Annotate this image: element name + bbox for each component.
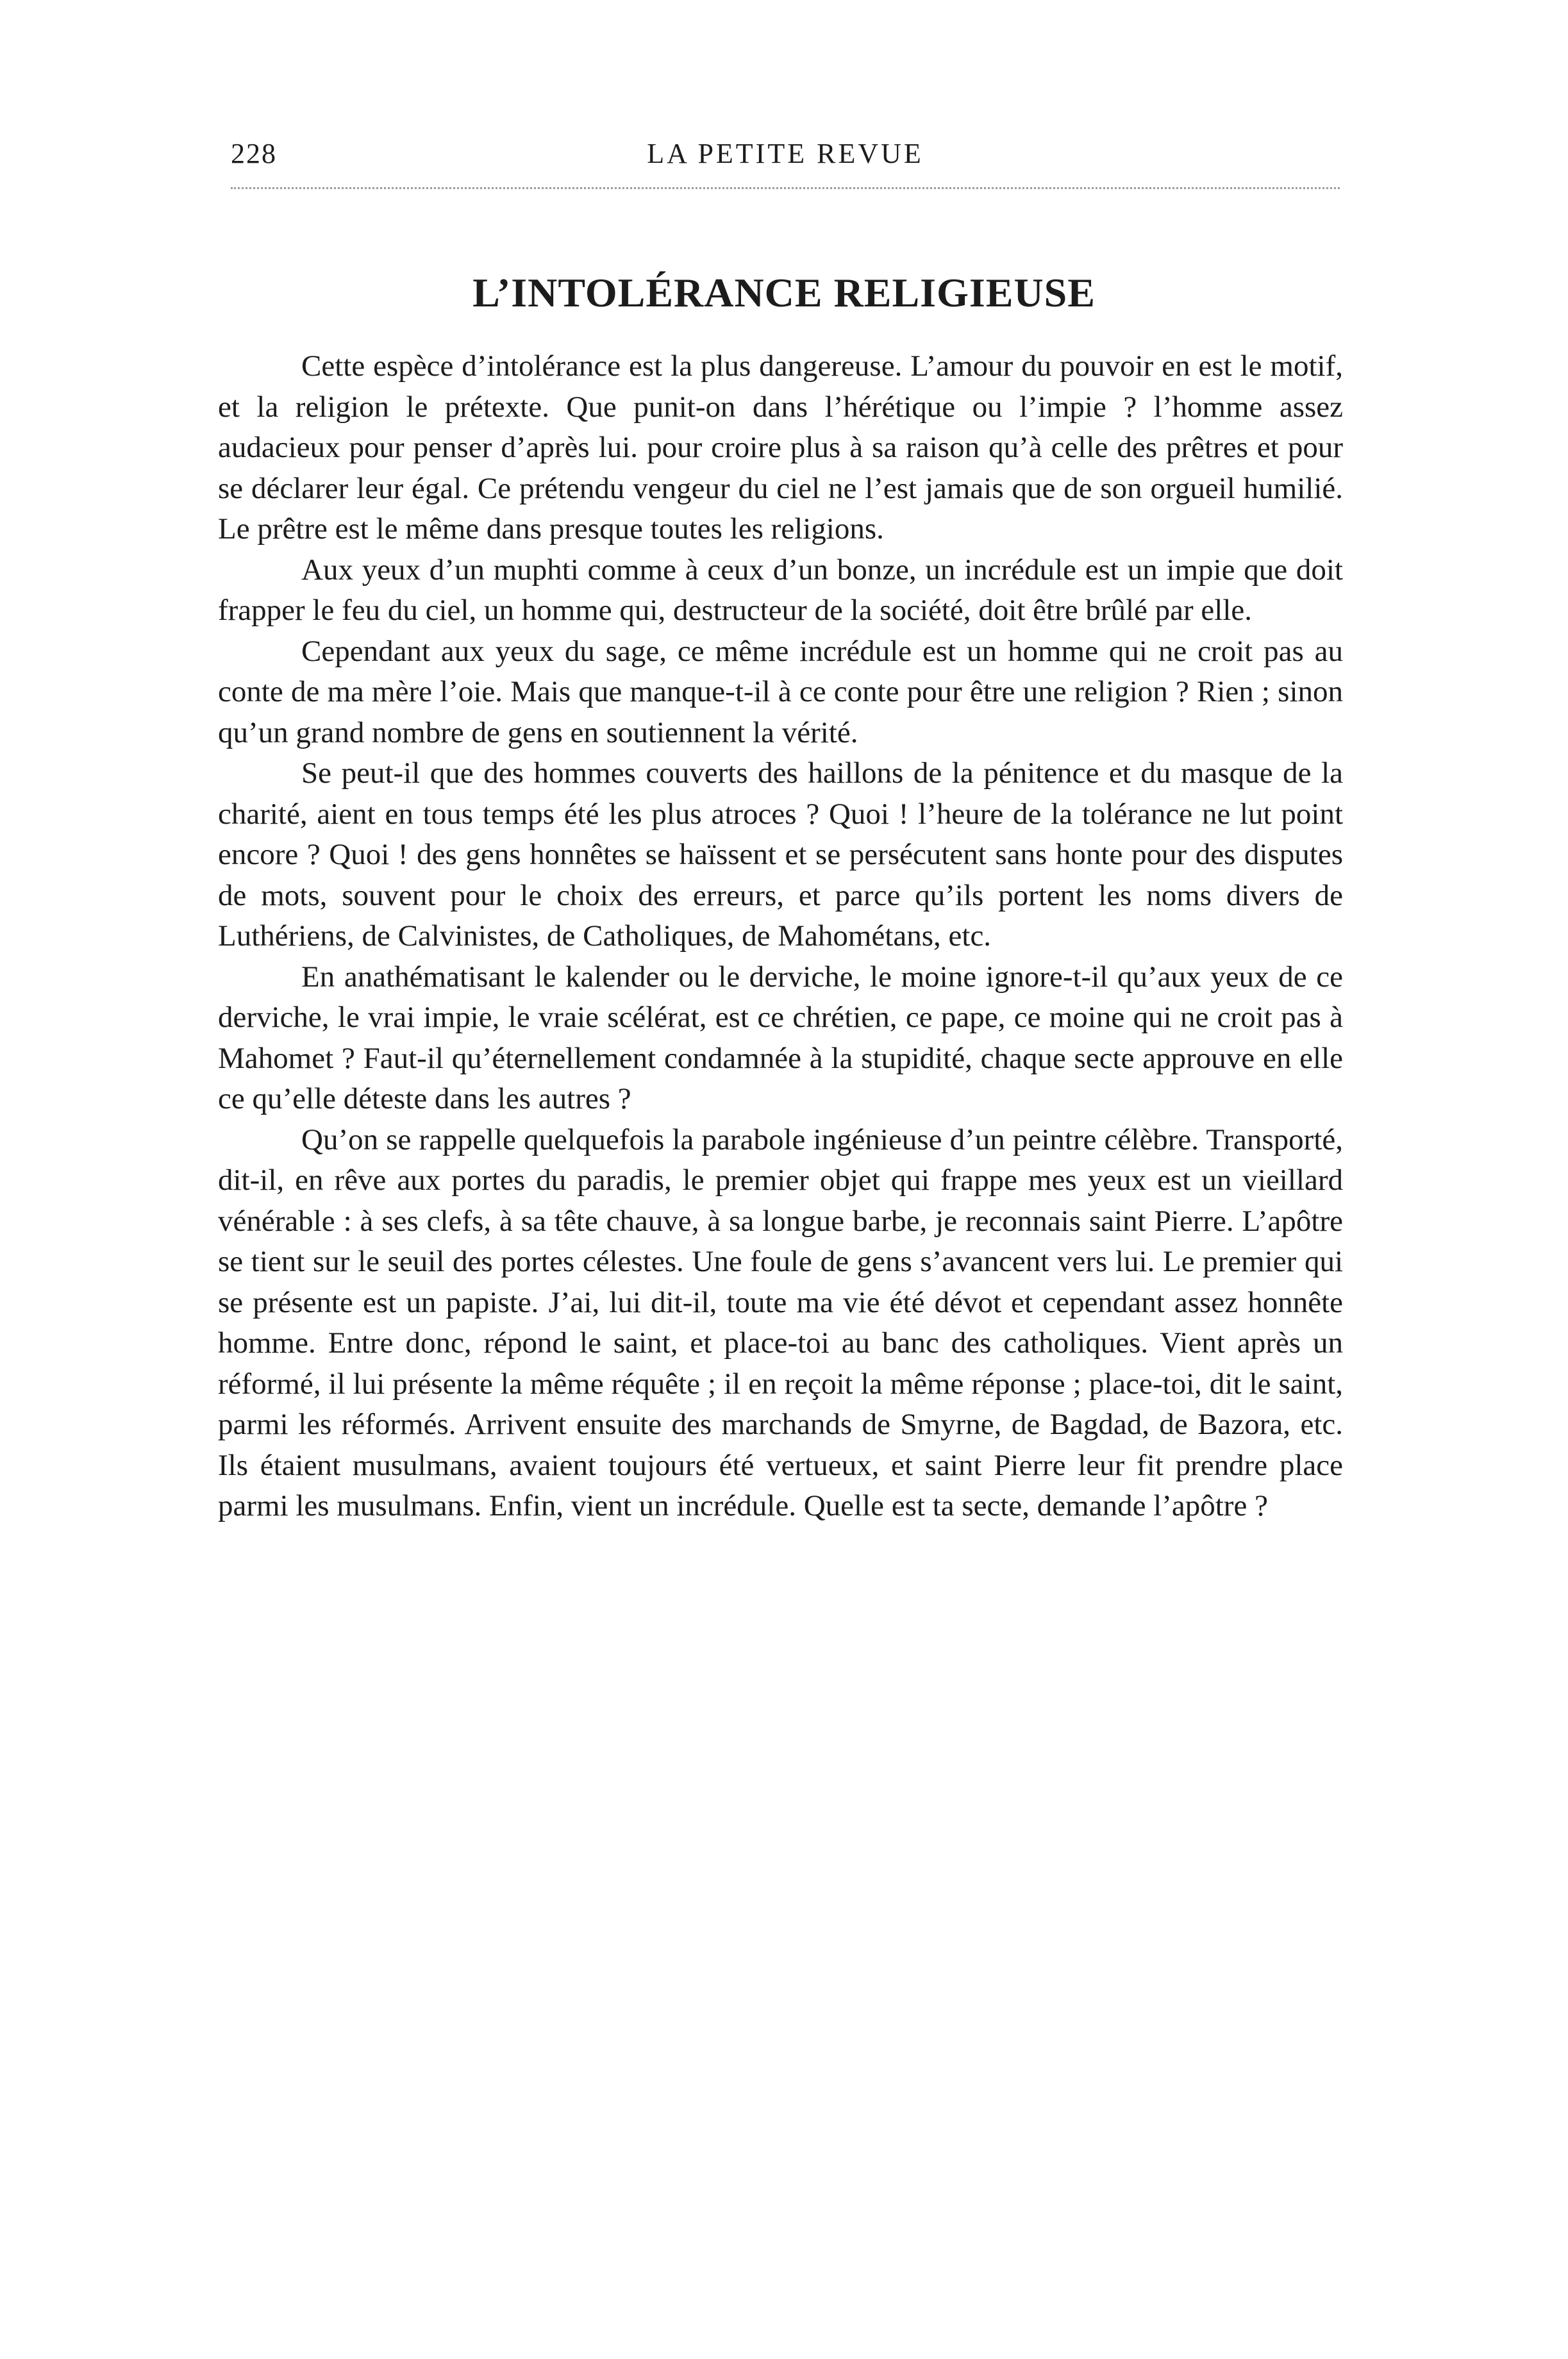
running-head <box>231 137 1340 182</box>
paragraph: Cette espèce d’intolérance est la plus dangereuse. L’amour du pouvoir en est le motif, et la religion le prétexte. Que punit-on dans l’hérétique ou l’impie ? l’homme assez audacieux pour penser d’après lui. pour croire plus à sa raison qu’à celle des prêtres et pour se déclarer leur égal. Ce prétendu vengeur du ciel ne l’est jamais que de son orgueil humilié. Le prêtre est le même dans presque toutes les religions. <box>218 349 1343 546</box>
article-body <box>218 346 1343 1527</box>
page-number: 228 <box>231 138 277 169</box>
running-title: LA PETITE REVUE <box>647 138 924 169</box>
paragraph: Aux yeux d’un muphti comme à ceux d’un bonze, un incrédule est un impie que doit frapper le feu du ciel, un homme qui, destructeur de la société, doit être brûlé par elle. <box>218 553 1343 627</box>
paragraph: Se peut-il que des hommes couverts des haillons de la pénitence et du masque de la charité, aient en tous temps été les plus atroces ? Quoi ! l’heure de la tolérance ne lut point encore ? Quoi ! des gens honnêtes se haïssent et se persécutent sans honte pour des disputes de mots, souvent pour le choix des erreurs, et parce qu’ils portent les noms divers de Luthériens, de Calvinistes, de Catholiques, de Mahométans, etc. <box>218 756 1343 953</box>
article-title: L’INTOLÉRANCE RELIGIEUSE <box>472 270 1096 315</box>
paragraph: En anathématisant le kalender ou le derviche, le moine ignore-t-il qu’aux yeux de ce derviche, le vrai impie, le vraie scélérat, est ce chrétien, ce pape, ce moine qui ne croit pas à Mahomet ? Faut-il qu’éternellement condamnée à la stupidité, chaque secte approuve en elle ce qu’elle déteste dans les autres ? <box>218 960 1343 1115</box>
header-rule <box>231 187 1340 189</box>
paragraph: Cependant aux yeux du sage, ce même incrédule est un homme qui ne croit pas au conte de ma mère l’oie. Mais que manque-t-il à ce conte pour être une religion ? Rien ; sinon qu’un grand nombre de gens en soutiennent la vérité. <box>218 634 1343 749</box>
paragraph: Qu’on se rappelle quelquefois la parabole ingénieuse d’un peintre célèbre. Transporté, dit-il, en rêve aux portes du paradis, le premier objet qui frappe mes yeux est un vieillard vénérable : à ses clefs, à sa tête chauve, à sa longue barbe, je reconnais saint Pierre. L’apôtre se tient sur le seuil des portes célestes. Une foule de gens s’avancent vers lui. Le premier qui se présente est un papiste. J’ai, lui dit-il, toute ma vie été dévot et cependant assez honnête homme. Entre donc, répond le saint, et place-toi au banc des catholiques. Vient après un réformé, il lui présente la même réquête ; il en reçoit la même réponse ; place-toi, dit le saint, parmi les réformés. Arrivent ensuite des marchands de Smyrne, de Bagdad, de Bazora, etc. Ils étaient musulmans, avaient toujours été vertueux, et saint Pierre leur fit prendre place parmi les musulmans. Enfin, vient un incrédule. Quelle est ta secte, demande l’apôtre ? <box>218 1122 1343 1522</box>
